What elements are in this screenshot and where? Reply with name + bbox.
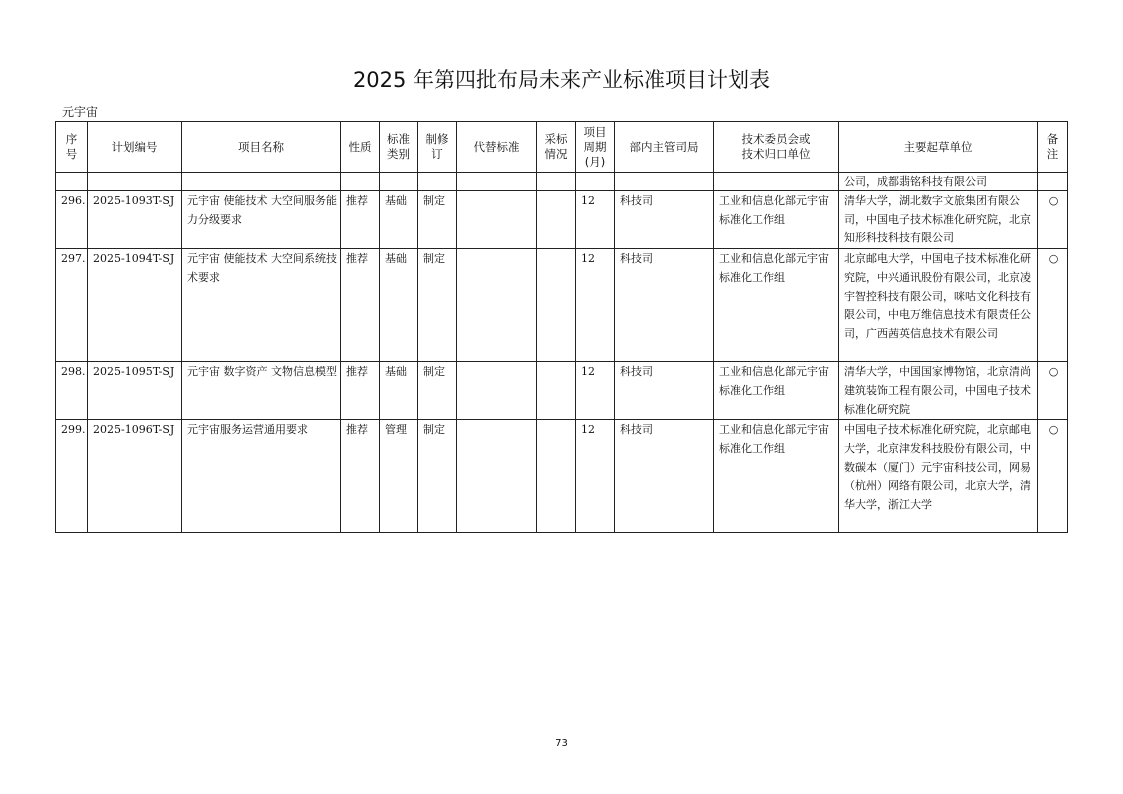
cell-drafters: 中国电子技术标准化研究院，北京邮电大学，北京津发科技股份有限公司，中数碳本（厦门）元宇宙科技公司，网易（杭州）网络有限公司，北京大学，清华大学，浙江大学 [839, 420, 1038, 533]
header-code: 计划编号 [88, 122, 182, 173]
cell-note: ○ [1038, 362, 1068, 420]
table-row [56, 420, 1068, 533]
cell-note: ○ [1038, 420, 1068, 533]
cell-adopt [537, 249, 576, 362]
cell-replace [457, 420, 537, 533]
cell-committee: 工业和信息化部元宇宙标准化工作组 [714, 420, 839, 533]
header-dept: 部内主管司局 [615, 122, 714, 173]
cell-revision: 制定 [418, 420, 457, 533]
cell-code: 2025-1096T-SJ [88, 420, 182, 533]
cell-committee: 工业和信息化部元宇宙标准化工作组 [714, 249, 839, 362]
header-committee: 技术委员会或 技术归口单位 [714, 122, 839, 173]
header-replace: 代替标准 [457, 122, 537, 173]
cell-type: 基础 [380, 191, 418, 249]
cell-nature: 推荐 [341, 420, 380, 533]
header-type: 标准 类别 [380, 122, 418, 173]
header-revision: 制修 订 [418, 122, 457, 173]
header-seq: 序 号 [56, 122, 88, 173]
cell-replace [457, 362, 537, 420]
cell-seq: 298. [56, 362, 88, 420]
cell-name: 元宇宙 使能技术 大空间服务能力分级要求 [182, 191, 341, 249]
page-title: 2025 年第四批布局未来产业标准项目计划表 [352, 68, 771, 92]
cell-type: 管理 [380, 420, 418, 533]
category-label: 元宇宙 [62, 105, 99, 119]
header-drafters: 主要起草单位 [839, 122, 1038, 173]
cell-adopt [537, 362, 576, 420]
continuation-row [56, 173, 1068, 191]
cell-nature: 推荐 [341, 362, 380, 420]
cell-note: ○ [1038, 191, 1068, 249]
cell-type: 基础 [380, 249, 418, 362]
cell-period: 12 [576, 249, 615, 362]
cell-name: 元宇宙 使能技术 大空间系统技术要求 [182, 249, 341, 362]
cell-code: 2025-1095T-SJ [88, 362, 182, 420]
cell-code: 2025-1094T-SJ [88, 249, 182, 362]
cell-nature: 推荐 [341, 191, 380, 249]
cell-type: 基础 [380, 362, 418, 420]
cell-replace [457, 191, 537, 249]
cell-revision: 制定 [418, 249, 457, 362]
table-header-row [56, 122, 1068, 173]
cell-adopt [537, 420, 576, 533]
cell-adopt [537, 191, 576, 249]
cell-seq: 299. [56, 420, 88, 533]
cell-revision: 制定 [418, 191, 457, 249]
cell-dept: 科技司 [615, 420, 714, 533]
cell-seq: 297. [56, 249, 88, 362]
cell-dept: 科技司 [615, 191, 714, 249]
cell-committee: 工业和信息化部元宇宙标准化工作组 [714, 191, 839, 249]
cell-drafters: 北京邮电大学，中国电子技术标准化研究院，中兴通讯股份有限公司，北京凌宇智控科技有限公司，咪咕文化科技有限公司，中电万维信息技术有限责任公司，广西茜英信息技术有限公司 [839, 249, 1038, 362]
header-period: 项目 周期 (月) [576, 122, 615, 173]
cell-name: 元宇宙 数字资产 文物信息模型 [182, 362, 341, 420]
table-row [56, 249, 1068, 362]
cell-period: 12 [576, 191, 615, 249]
cell-period: 12 [576, 362, 615, 420]
cell-code: 2025-1093T-SJ [88, 191, 182, 249]
cell-drafters: 清华大学，湖北数字文旅集团有限公司，中国电子技术标准化研究院，北京知形科技科技有限公司 [839, 191, 1038, 249]
cell-note: ○ [1038, 249, 1068, 362]
cell-dept: 科技司 [615, 249, 714, 362]
cell-dept: 科技司 [615, 362, 714, 420]
cell-drafters: 清华大学，中国国家博物馆，北京清尚建筑装饰工程有限公司，中国电子技术标准化研究院 [839, 362, 1038, 420]
cell-committee: 工业和信息化部元宇宙标准化工作组 [714, 362, 839, 420]
cell-period: 12 [576, 420, 615, 533]
table-row [56, 362, 1068, 420]
standards-plan-table [55, 121, 1068, 533]
cell-name: 元宇宙服务运营通用要求 [182, 420, 341, 533]
page-number: 73 [555, 738, 568, 749]
header-adopt: 采标 情况 [537, 122, 576, 173]
header-name: 项目名称 [182, 122, 341, 173]
table-row [56, 191, 1068, 249]
cell-revision: 制定 [418, 362, 457, 420]
header-note: 备 注 [1038, 122, 1068, 173]
cell-seq: 296. [56, 191, 88, 249]
cell-drafters: 公司，成都翡铭科技有限公司 [839, 173, 1038, 191]
header-nature: 性质 [341, 122, 380, 173]
cell-nature: 推荐 [341, 249, 380, 362]
cell-replace [457, 249, 537, 362]
